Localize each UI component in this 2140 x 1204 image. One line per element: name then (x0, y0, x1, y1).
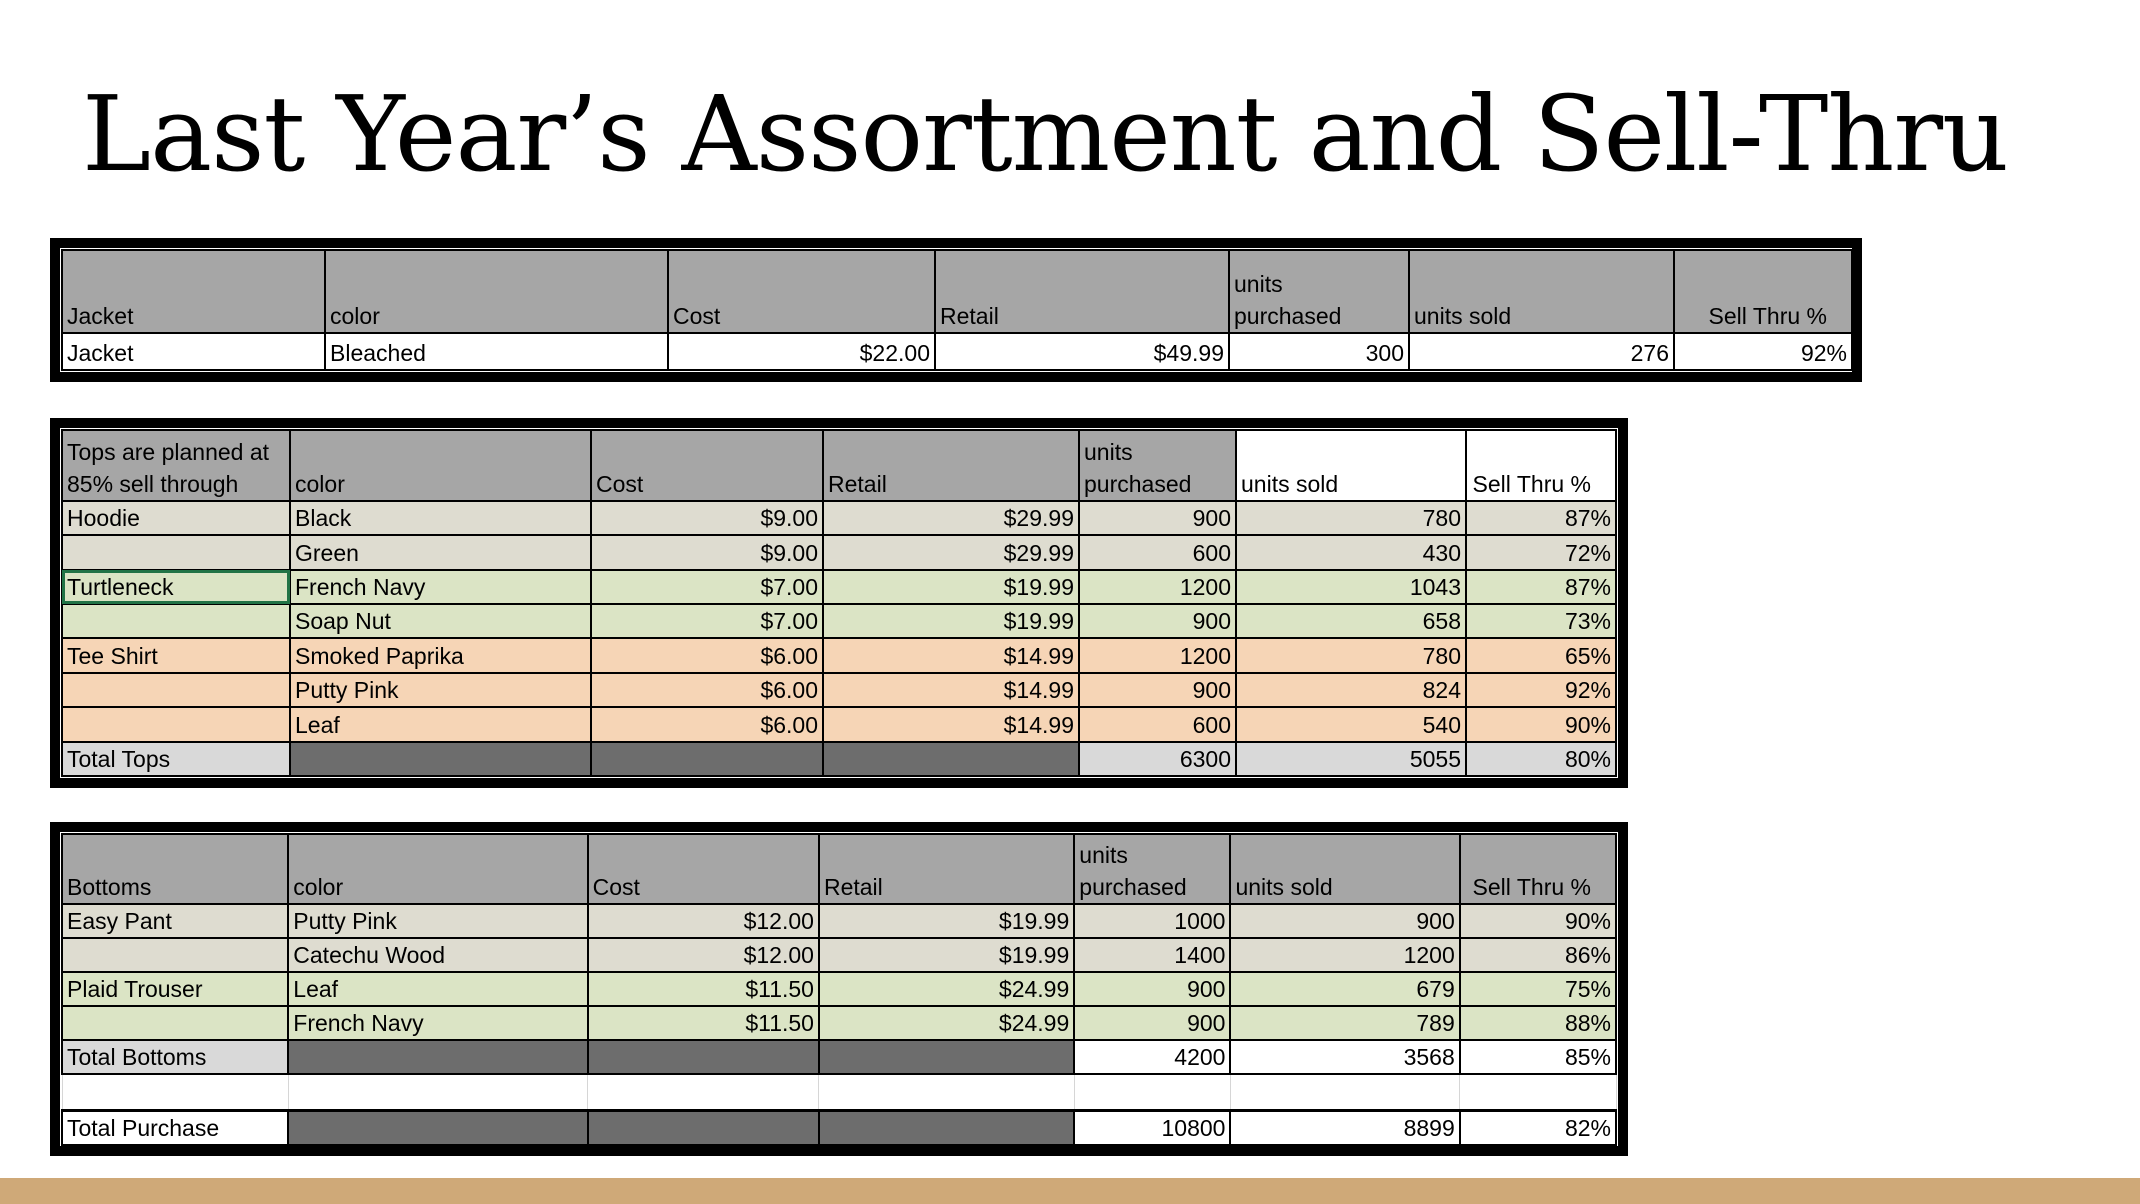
total-cell[interactable]: 5055 (1236, 742, 1466, 776)
header-cell[interactable]: Sell Thru % (1466, 430, 1616, 501)
empty-cell[interactable] (62, 1074, 288, 1110)
table-cell[interactable]: 92% (1674, 333, 1852, 370)
table-cell[interactable] (62, 604, 290, 638)
table-cell[interactable]: $49.99 (935, 333, 1229, 370)
table-cell[interactable]: $7.00 (591, 604, 823, 638)
table-cell[interactable]: $6.00 (591, 707, 823, 741)
table-cell[interactable]: 92% (1466, 673, 1616, 707)
table-cell[interactable]: 65% (1466, 638, 1616, 672)
table-cell[interactable]: Black (290, 501, 591, 535)
total-label-cell[interactable]: Total Tops (62, 742, 290, 776)
total-cell[interactable]: 80% (1466, 742, 1616, 776)
header-cell[interactable]: Retail (935, 250, 1229, 333)
table-cell[interactable]: Leaf (288, 972, 587, 1006)
total-label-cell[interactable]: Total Bottoms (62, 1040, 288, 1074)
blank-cell (588, 1110, 819, 1145)
table-cell[interactable]: 900 (1079, 604, 1236, 638)
table-cell[interactable]: 1200 (1079, 638, 1236, 672)
table-cell[interactable]: 900 (1074, 972, 1230, 1006)
table-cell[interactable]: $19.99 (823, 570, 1079, 604)
table-row (62, 972, 1616, 1006)
table-cell[interactable]: Turtleneck (62, 570, 290, 604)
table-cell[interactable]: $24.99 (819, 972, 1074, 1006)
table-cell[interactable]: 87% (1466, 501, 1616, 535)
table-cell[interactable]: 1043 (1236, 570, 1466, 604)
table-cell[interactable]: Bleached (325, 333, 668, 370)
table-cell[interactable]: $11.50 (588, 972, 819, 1006)
table-cell[interactable]: Green (290, 535, 591, 569)
table-cell[interactable]: Jacket (62, 333, 325, 370)
table-cell[interactable]: 88% (1460, 1006, 1616, 1040)
empty-cell[interactable] (588, 1074, 819, 1110)
table-cell[interactable]: 75% (1460, 972, 1616, 1006)
total-cell[interactable]: 8899 (1230, 1110, 1459, 1145)
header-cell[interactable]: units purchased (1079, 430, 1236, 501)
blank-cell (819, 1110, 1074, 1145)
blank-cell (290, 742, 591, 776)
table-row (62, 904, 1616, 938)
table-cell[interactable] (62, 707, 290, 741)
table-cell[interactable]: French Navy (290, 570, 591, 604)
table-cell[interactable]: $12.00 (588, 938, 819, 972)
total-purchase-row (62, 1110, 1616, 1145)
header-cell[interactable]: Bottoms (62, 834, 288, 904)
tops-table-frame (50, 418, 1628, 788)
table-cell[interactable]: $29.99 (823, 535, 1079, 569)
table-cell[interactable]: $11.50 (588, 1006, 819, 1040)
jacket-table-frame (50, 238, 1862, 382)
table-row (62, 707, 1616, 741)
header-cell[interactable]: Tops are planned at 85% sell through (62, 430, 290, 501)
table-cell[interactable]: 824 (1236, 673, 1466, 707)
header-cell[interactable]: units purchased (1074, 834, 1230, 904)
table-cell[interactable]: 90% (1460, 904, 1616, 938)
header-cell[interactable]: Cost (591, 430, 823, 501)
table-cell[interactable]: Easy Pant (62, 904, 288, 938)
table-cell[interactable]: 900 (1079, 673, 1236, 707)
table-cell[interactable]: 540 (1236, 707, 1466, 741)
total-tops-row (62, 742, 1616, 776)
total-cell[interactable]: 82% (1460, 1110, 1616, 1145)
table-cell[interactable]: 72% (1466, 535, 1616, 569)
bottoms-table-frame (50, 822, 1628, 1156)
table-cell[interactable]: Soap Nut (290, 604, 591, 638)
table-cell[interactable] (62, 535, 290, 569)
header-row (62, 430, 1616, 501)
table-cell[interactable]: 90% (1466, 707, 1616, 741)
table-cell[interactable]: 300 (1229, 333, 1409, 370)
empty-cell[interactable] (819, 1074, 1074, 1110)
empty-cell[interactable] (288, 1074, 587, 1110)
total-cell[interactable]: 6300 (1079, 742, 1236, 776)
table-cell[interactable]: $12.00 (588, 904, 819, 938)
total-cell[interactable]: 3568 (1230, 1040, 1459, 1074)
empty-cell[interactable] (1230, 1074, 1459, 1110)
total-cell[interactable]: 10800 (1074, 1110, 1230, 1145)
table-cell[interactable]: 1200 (1230, 938, 1459, 972)
header-cell[interactable]: Retail (819, 834, 1074, 904)
table-row (62, 535, 1616, 569)
table-cell[interactable]: 600 (1079, 707, 1236, 741)
table-cell[interactable]: $9.00 (591, 535, 823, 569)
jacket-table (61, 249, 1853, 371)
table-cell[interactable]: 780 (1236, 638, 1466, 672)
total-cell[interactable]: 85% (1460, 1040, 1616, 1074)
table-cell[interactable]: $19.99 (819, 938, 1074, 972)
table-row (62, 638, 1616, 672)
header-cell[interactable]: units sold (1409, 250, 1674, 333)
table-cell[interactable]: Smoked Paprika (290, 638, 591, 672)
slide-title: Last Year’s Assortment and Sell-Thru (82, 73, 2009, 195)
table-cell[interactable]: 658 (1236, 604, 1466, 638)
table-cell[interactable]: 900 (1230, 904, 1459, 938)
header-cell[interactable]: color (290, 430, 591, 501)
table-cell[interactable]: $14.99 (823, 707, 1079, 741)
total-bottoms-row (62, 1040, 1616, 1074)
header-cell[interactable]: color (288, 834, 587, 904)
table-row (62, 1006, 1616, 1040)
spacer-row (62, 1074, 1616, 1110)
table-cell[interactable]: $14.99 (823, 638, 1079, 672)
table-row (62, 501, 1616, 535)
blank-cell (288, 1040, 587, 1074)
table-row (62, 333, 1852, 370)
table-cell[interactable]: $7.00 (591, 570, 823, 604)
table-row (62, 673, 1616, 707)
table-row (62, 570, 1616, 604)
table-cell[interactable]: Plaid Trouser (62, 972, 288, 1006)
table-cell[interactable] (62, 1006, 288, 1040)
footer-bar (0, 1178, 2140, 1204)
table-cell[interactable]: Putty Pink (288, 904, 587, 938)
blank-cell (823, 742, 1079, 776)
table-cell[interactable]: Leaf (290, 707, 591, 741)
table-cell[interactable]: 276 (1409, 333, 1674, 370)
blank-cell (588, 1040, 819, 1074)
table-cell[interactable]: $6.00 (591, 673, 823, 707)
table-cell[interactable]: 900 (1074, 1006, 1230, 1040)
header-row (62, 834, 1616, 904)
header-cell[interactable]: Cost (668, 250, 935, 333)
table-cell[interactable]: 1000 (1074, 904, 1230, 938)
blank-cell (591, 742, 823, 776)
table-cell[interactable]: Putty Pink (290, 673, 591, 707)
table-cell[interactable]: $22.00 (668, 333, 935, 370)
empty-cell[interactable] (1460, 1074, 1616, 1110)
header-cell[interactable]: Sell Thru % (1460, 834, 1616, 904)
table-cell[interactable]: 86% (1460, 938, 1616, 972)
table-cell[interactable]: 789 (1230, 1006, 1459, 1040)
header-cell[interactable]: Cost (588, 834, 819, 904)
table-cell[interactable]: $19.99 (819, 904, 1074, 938)
table-cell[interactable]: 900 (1079, 501, 1236, 535)
table-cell[interactable] (62, 673, 290, 707)
table-cell[interactable]: $19.99 (823, 604, 1079, 638)
table-cell[interactable]: 679 (1230, 972, 1459, 1006)
header-cell[interactable]: units sold (1236, 430, 1466, 501)
blank-cell (288, 1110, 587, 1145)
header-cell[interactable]: Retail (823, 430, 1079, 501)
header-cell[interactable]: units purchased (1229, 250, 1409, 333)
header-cell[interactable]: Sell Thru % (1674, 250, 1852, 333)
header-cell[interactable]: color (325, 250, 668, 333)
table-cell[interactable]: $24.99 (819, 1006, 1074, 1040)
table-cell[interactable]: Tee Shirt (62, 638, 290, 672)
blank-cell (819, 1040, 1074, 1074)
table-cell[interactable]: 87% (1466, 570, 1616, 604)
table-row (62, 604, 1616, 638)
table-cell[interactable]: 1400 (1074, 938, 1230, 972)
table-cell[interactable]: 73% (1466, 604, 1616, 638)
table-cell[interactable]: Catechu Wood (288, 938, 587, 972)
total-label-cell[interactable]: Total Purchase (62, 1110, 288, 1145)
bottoms-table (61, 833, 1617, 1146)
table-cell[interactable]: French Navy (288, 1006, 587, 1040)
header-row (62, 250, 1852, 333)
empty-cell[interactable] (1074, 1074, 1230, 1110)
total-cell[interactable]: 4200 (1074, 1040, 1230, 1074)
table-cell[interactable]: $9.00 (591, 501, 823, 535)
table-cell[interactable]: $29.99 (823, 501, 1079, 535)
table-cell[interactable] (62, 938, 288, 972)
table-cell[interactable]: $14.99 (823, 673, 1079, 707)
table-cell[interactable]: 430 (1236, 535, 1466, 569)
header-cell[interactable]: Jacket (62, 250, 325, 333)
table-cell[interactable]: $6.00 (591, 638, 823, 672)
table-row (62, 938, 1616, 972)
table-cell[interactable]: 600 (1079, 535, 1236, 569)
tops-table (61, 429, 1617, 777)
table-cell[interactable]: Hoodie (62, 501, 290, 535)
table-cell[interactable]: 1200 (1079, 570, 1236, 604)
header-cell[interactable]: units sold (1230, 834, 1459, 904)
table-cell[interactable]: 780 (1236, 501, 1466, 535)
